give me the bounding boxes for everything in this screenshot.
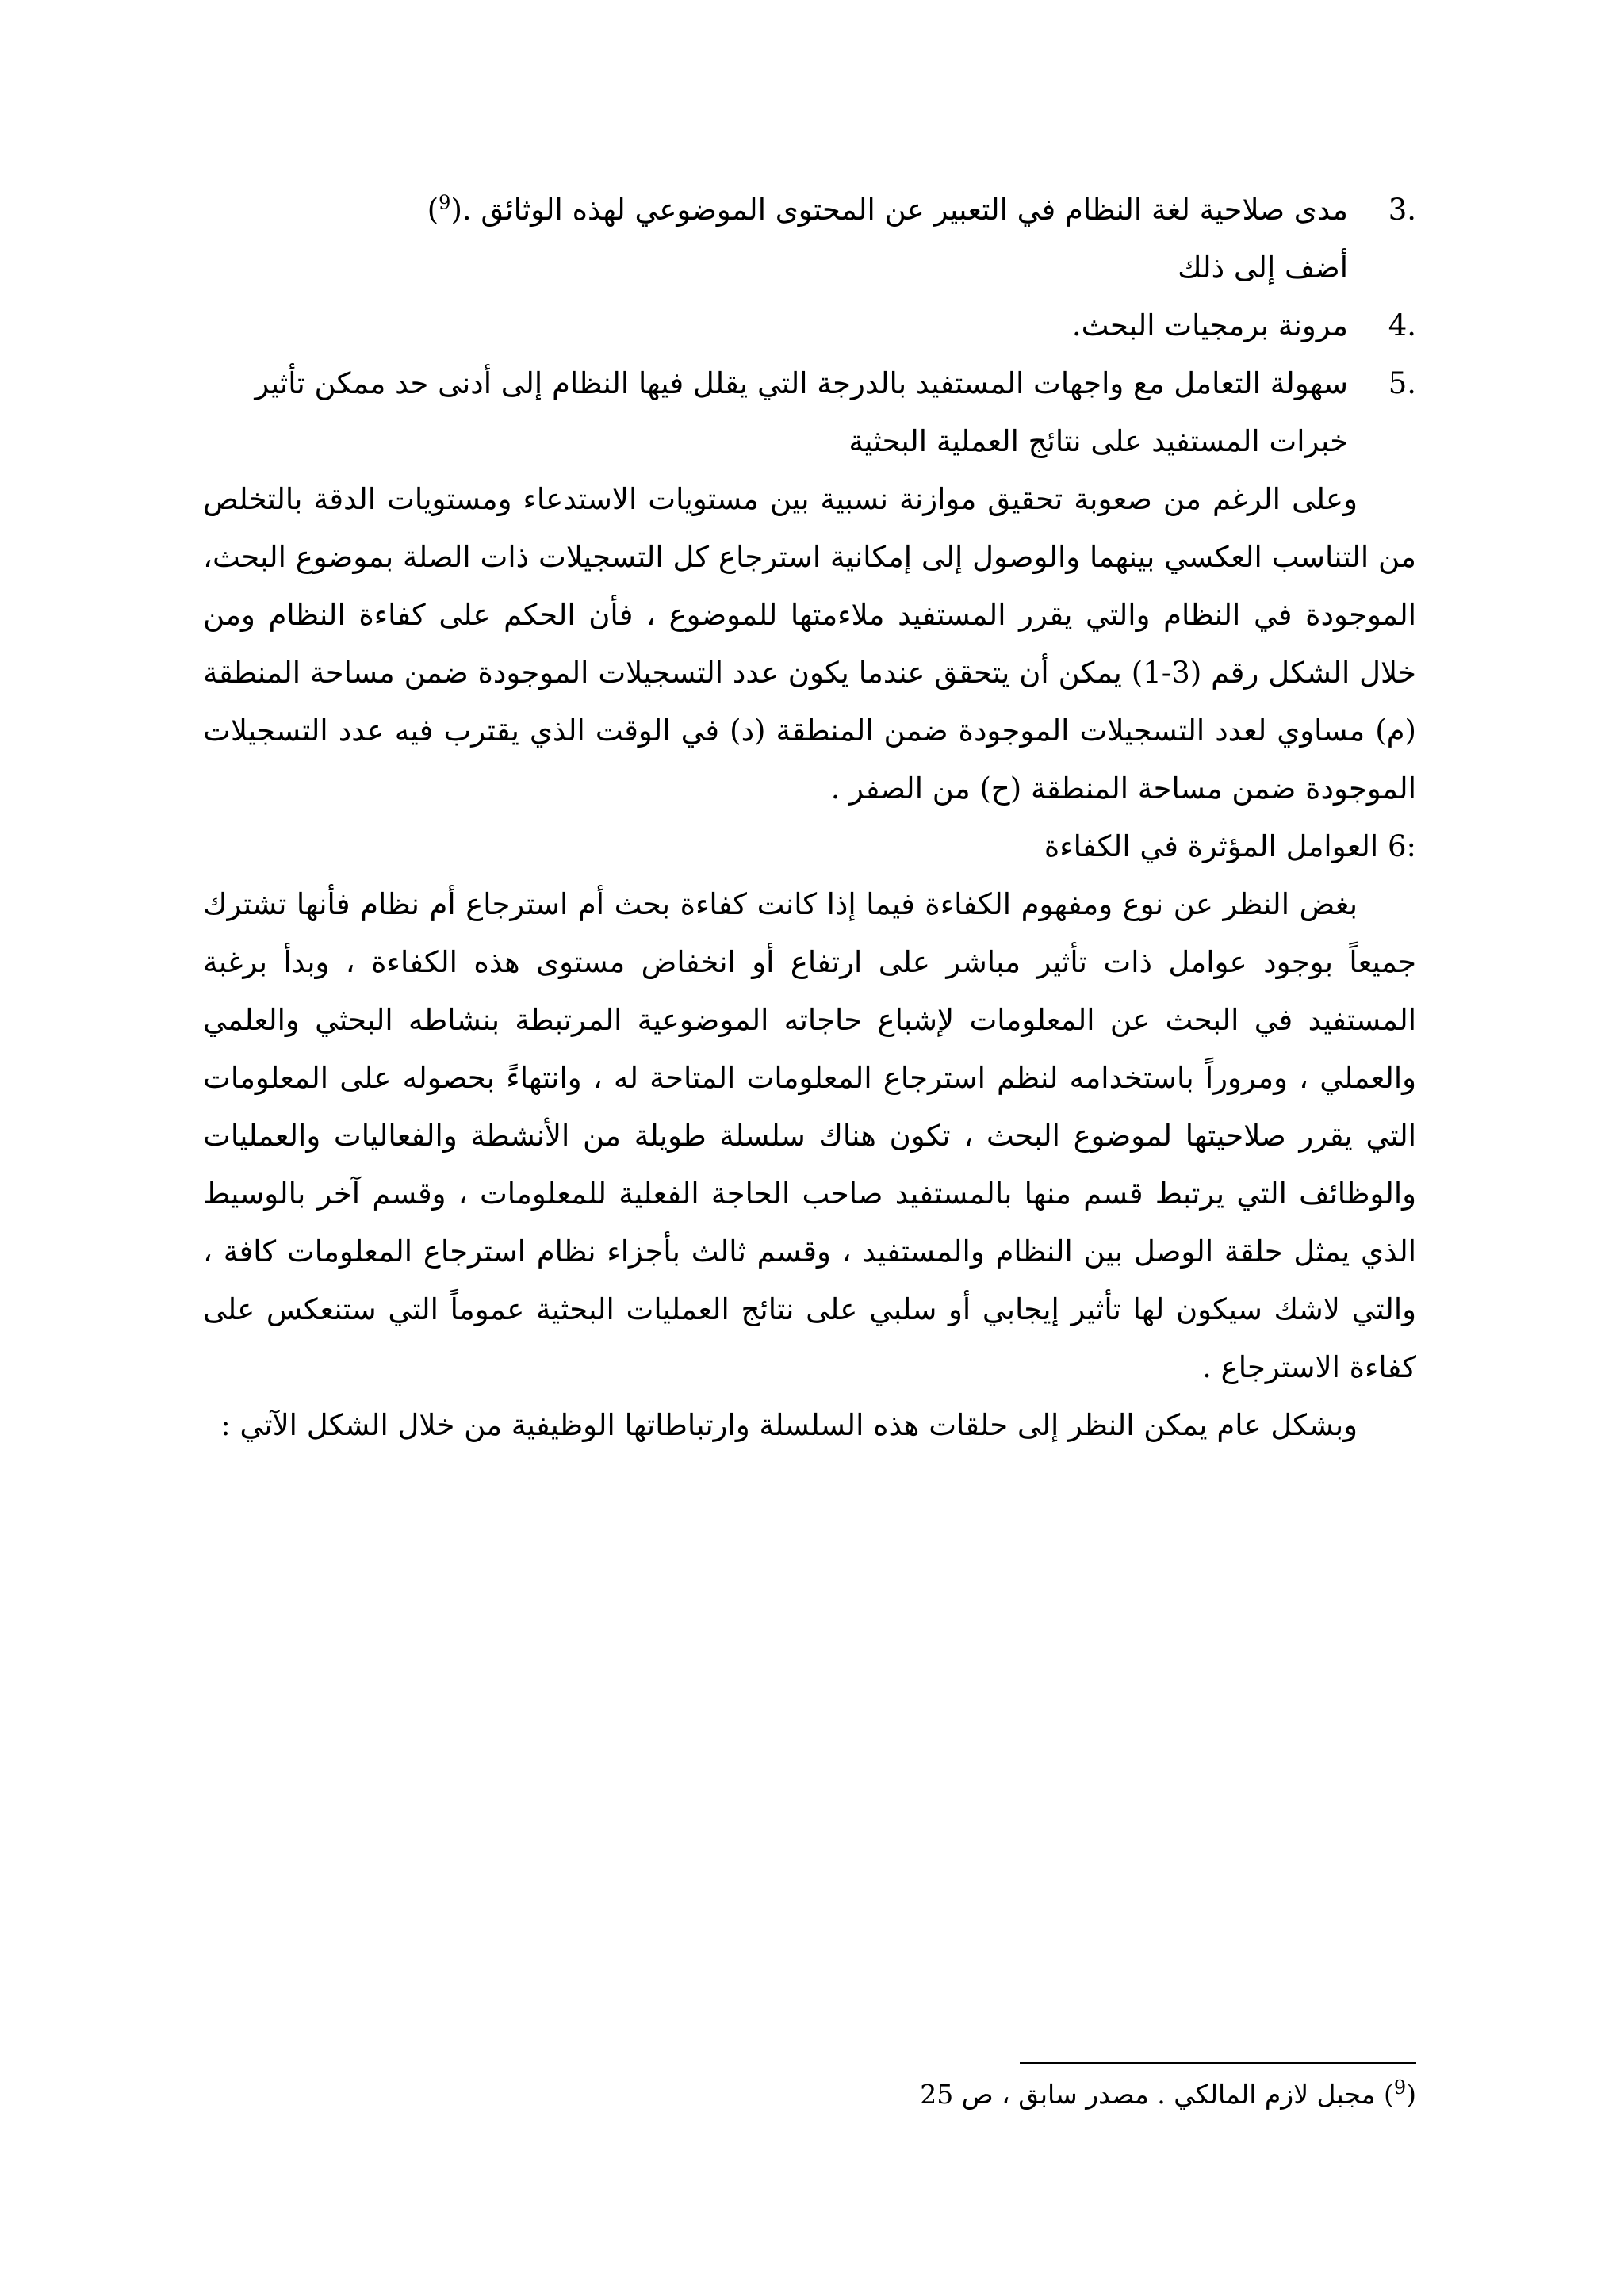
list-item-text: مرونة برمجيات البحث. — [1071, 308, 1348, 342]
main-text — [203, 181, 1416, 1454]
list-number: 3. — [1388, 193, 1416, 227]
footnote-separator — [1020, 2062, 1416, 2064]
footnote-text: مجبل لازم المالكي . مصدر سابق ، ص 25 — [920, 2079, 1376, 2110]
section-number: 6: — [1387, 829, 1416, 863]
section-title: العوامل المؤثرة في الكفاءة — [1044, 829, 1379, 863]
list-number: 5. — [1388, 366, 1416, 400]
paragraph-recall-precision: وعلى الرغم من صعوبة تحقيق موازنة نسبية بين مستويات الاستدعاء ومستويات الدقة بالتخلص من التناسب العكسي بينهما والوصول إلى إمكانية استرجاع كل التسجيلات ذات الصلة بموضوع البحث، الموجودة في النظام والتي يقرر المستفيد ملاءمتها للموضوع ، فأن الحكم على كفاءة النظام ومن خلال الشكل رقم (3-1) يمكن أن يتحقق عندما يكون عدد التسجيلات الموجودة ضمن مساحة المنطقة (م) مساوي لعدد التسجيلات الموجودة ضمن المنطقة (د) في الوقت الذي يقترب فيه عدد التسجيلات الموجودة ضمن مساحة المنطقة (ح) من الصفر . — [203, 482, 1416, 806]
section-heading — [203, 817, 1416, 875]
list-item-4 — [203, 297, 1416, 354]
paragraph-efficiency-factors: بغض النظر عن نوع ومفهوم الكفاءة فيما إذا كانت كفاءة بحث أم استرجاع أم نظام فأنها تشترك جميعاً بوجود عوامل ذات تأثير مباشر على ارتفاع أو انخفاض مستوى هذه الكفاءة ، وبدأ برغبة المستفيد في البحث عن المعلومات لإشباع حاجاته الموضوعية المرتبطة بنشاطه البحثي والعلمي والعملي ، ومروراً باستخدامه لنظم استرجاع المعلومات المتاحة له ، وانتهاءً بحصوله على المعلومات التي يقرر صلاحيتها لموضوع البحث ، تكون هناك سلسلة طويلة من الأنشطة والفعاليات والعمليات والوظائف التي يرتبط قسم منها بالمستفيد صاحب الحاجة الفعلية للمعلومات ، وقسم آخر بالوسيط الذي يمثل حلقة الوصل بين النظام والمستفيد ، وقسم ثالث بأجزاء نظام استرجاع المعلومات كافة ، والتي لاشك سيكون لها تأثير إيجابي أو سلبي على نتائج العمليات البحثية عموماً التي ستنعكس على كفاءة الاسترجاع . — [203, 887, 1416, 1384]
list-item-text: سهولة التعامل مع واجهات المستفيد بالدرجة التي يقلل فيها النظام إلى أدنى حد ممكن تأثير خبرات المستفيد على نتائج العملية البحثية — [255, 366, 1348, 458]
list-item-text: مدى صلاحية لغة النظام في التعبير عن المحتوى الموضوعي لهذه الوثائق — [481, 193, 1348, 227]
list-item-5 — [203, 354, 1416, 470]
footnote-reference: ($^9$). — [427, 191, 472, 227]
footnote — [203, 2076, 1416, 2114]
list-item-3 — [203, 181, 1416, 297]
paragraph-figure-intro: وبشكل عام يمكن النظر إلى حلقات هذه السلسلة وارتباطاتها الوظيفية من خلال الشكل الآتي : — [220, 1408, 1358, 1442]
list-number: 4. — [1388, 308, 1416, 342]
footnote-marker: ($^9$) — [1383, 2076, 1416, 2110]
list-item-continuation: أضف إلى ذلك — [1178, 251, 1348, 285]
